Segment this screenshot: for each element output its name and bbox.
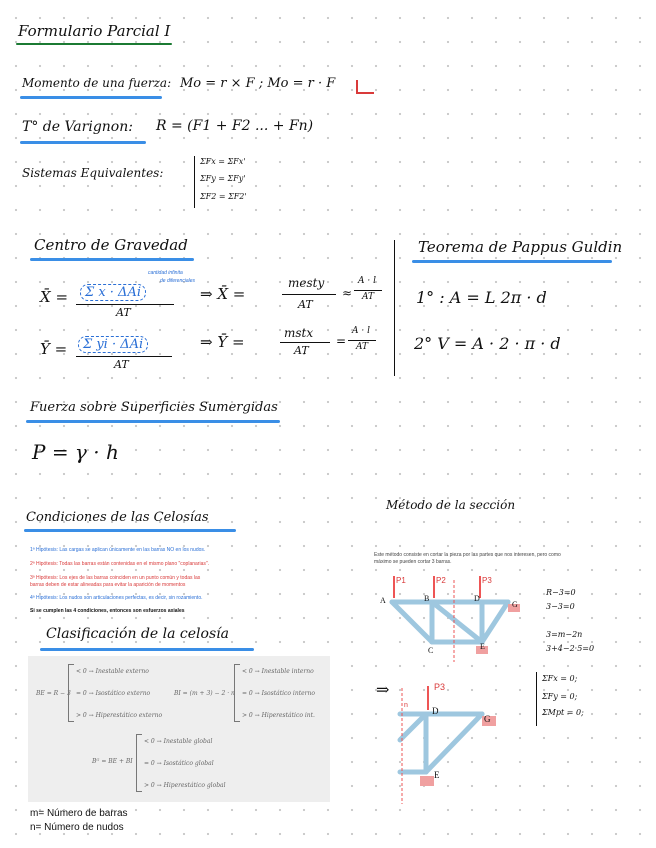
equilibrium-eq-1: ΣFx = 0; xyxy=(542,674,578,683)
equilibrium-bracket xyxy=(536,672,537,726)
hypothesis-4: 4ª Hipótesis: Los nudos son articulaciones perfectas, es decir, sin rozamiento. xyxy=(30,595,203,601)
moment-formula: Mo = r × F ; Mo = r · F xyxy=(180,76,336,91)
global-hyperstatic: > 0 → Hiperestático global xyxy=(144,782,226,789)
section-node-g: G xyxy=(484,714,491,724)
xbar-frac-num: A · l xyxy=(358,276,376,286)
pappus-line-1: 1° : A = L 2π · d xyxy=(416,288,547,307)
ybar-lhs: Ȳ = xyxy=(40,340,68,358)
centroid-underline xyxy=(30,258,194,261)
ybar-numerator: Σ yi · ΔAi xyxy=(78,336,148,353)
hypothesis-2: 2ª Hipótesis: Todas las barras están contenidas en el mismo plano "coplanarias". xyxy=(30,561,210,567)
internal-hyperstatic: > 0 → Hiperestático int. xyxy=(242,712,315,719)
pappus-heading: Teorema de Pappus Guldin xyxy=(418,238,623,256)
xbar-fraction-bar xyxy=(76,304,174,305)
xbar-frac-den: AT xyxy=(362,292,375,302)
ybar-frac-den: AT xyxy=(356,342,369,352)
external-hyperstatic: > 0 → Hiperestático externo xyxy=(76,712,163,719)
global-isostatic: = 0 → Isostático global xyxy=(144,760,214,767)
page-title: Formulario Parcial I xyxy=(18,22,171,40)
pappus-underline xyxy=(412,260,612,263)
node-c: C xyxy=(428,646,434,655)
ybar-frac-num: A · l xyxy=(352,326,370,336)
pappus-line-2: 2° V = A · 2 · π · d xyxy=(414,334,561,353)
support-eq-1: R−3=0 xyxy=(546,588,576,597)
ybar-equals: ⇒ Ȳ = xyxy=(200,333,245,351)
ybar-mid-den: AT xyxy=(294,344,309,357)
section-method-desc-2: máximo se pueden cortar 3 barras. xyxy=(374,559,452,565)
external-isostatic: = 0 → Isostático externo xyxy=(76,690,151,697)
node-a: A xyxy=(380,596,386,605)
global-brace xyxy=(136,734,142,792)
ybar-fraction-bar xyxy=(76,356,172,357)
internal-degree-label: BI = (m + 3) − 2 · n xyxy=(174,690,235,697)
node-d: D xyxy=(474,594,480,603)
n-definition: n= Número de nudos xyxy=(30,822,124,833)
section-method-heading: Método de la sección xyxy=(386,498,516,512)
equivalent-label: Sistemas Equivalentes: xyxy=(22,166,164,180)
node-g: G xyxy=(512,600,518,609)
classification-underline xyxy=(40,648,254,651)
centroid-heading: Centro de Gravedad xyxy=(34,236,188,254)
xbar-equal-approx: ≈ xyxy=(342,286,353,300)
global-degree-label: Bᴳ = BE + BI xyxy=(92,758,133,765)
ybar-frac-bar xyxy=(348,340,376,341)
pressure-formula: P = γ · h xyxy=(32,440,119,464)
section-node-e: E xyxy=(434,770,440,780)
ybar-equal: = xyxy=(336,334,347,348)
hypothesis-footer: Si se cumplen las 4 condiciones, entonces son esfuerzos axiales xyxy=(30,608,185,614)
ybar-mid-bar xyxy=(280,342,330,343)
pressure-heading: Fuerza sobre Superficies Sumergidas xyxy=(30,400,278,415)
load-p2: P2 xyxy=(436,576,446,585)
load-p3-section: P3 xyxy=(434,682,446,692)
load-p1: P1 xyxy=(396,576,406,585)
bar-eq-1: 3=m−2n xyxy=(546,630,583,639)
cut-label: n xyxy=(404,702,408,709)
support-eq-2: 3−3=0 xyxy=(546,602,575,611)
xbar-mid-bar xyxy=(282,294,336,295)
xbar-denominator: AT xyxy=(116,306,131,319)
varignon-underline xyxy=(20,141,146,144)
xbar-mid-num: mesty xyxy=(288,276,325,290)
moment-underline xyxy=(20,96,162,99)
varignon-formula: R = (F1 + F2 ... + Fn) xyxy=(156,118,314,134)
section-diagram xyxy=(396,680,516,806)
section-method-desc-1: Este método consiste en cortar la pieza por las partes que nos interesen, pero como xyxy=(374,552,561,558)
node-b: B xyxy=(424,594,430,603)
section-divider xyxy=(394,240,395,376)
global-unstable: < 0 → Inestable global xyxy=(144,738,213,745)
external-brace xyxy=(68,664,74,722)
moment-label: Momento de una fuerza: xyxy=(22,76,172,90)
annotation-note-2: de diferenciales xyxy=(160,278,196,284)
xbar-numerator: Σ x · ΔAi xyxy=(80,284,146,301)
ybar-denominator: AT xyxy=(114,358,129,371)
hypothesis-3b: barras deben de estar alineadas para evitar la aparición de momentos xyxy=(30,582,186,588)
truss-underline xyxy=(24,529,236,532)
xbar-lhs: X̄ = xyxy=(40,288,69,306)
implies-arrow: ⇒ xyxy=(376,680,390,699)
hypothesis-3a: 3ª Hipótesis: Los ejes de las barras coinciden en un punto común y todas las xyxy=(30,575,201,581)
ybar-mid-num: mstx xyxy=(284,326,314,340)
equivalent-eq-3: ΣF2 = ΣF2' xyxy=(200,192,247,201)
equivalent-bracket xyxy=(194,156,195,208)
truss-heading: Condiciones de las Celosías xyxy=(26,510,209,525)
xbar-equals: ⇒ X̄ = xyxy=(200,285,246,303)
right-angle-icon xyxy=(356,80,374,94)
equivalent-eq-2: ΣFy = ΣFy' xyxy=(200,174,246,183)
internal-isostatic: = 0 → Isostático interno xyxy=(242,690,316,697)
internal-brace xyxy=(234,664,240,722)
node-e: E xyxy=(480,642,485,651)
external-degree-label: BE = R − 3 xyxy=(36,690,71,697)
equilibrium-eq-2: ΣFy = 0; xyxy=(542,692,578,701)
load-p3: P3 xyxy=(482,576,492,585)
equilibrium-eq-3: ΣMpt = 0; xyxy=(542,708,584,717)
external-unstable: < 0 → Inestable externo xyxy=(76,668,149,675)
xbar-frac-bar xyxy=(354,290,382,291)
annotation-note-1: cantidad infinita xyxy=(148,270,183,276)
pressure-underline xyxy=(26,420,280,423)
equivalent-eq-1: ΣFx = ΣFx' xyxy=(200,157,246,166)
bar-eq-2: 3+4−2·5=0 xyxy=(546,644,595,653)
xbar-mid-den: AT xyxy=(298,298,313,311)
m-definition: m= Número de barras xyxy=(30,808,128,819)
varignon-label: T° de Varignon: xyxy=(22,119,133,135)
classification-heading: Clasificación de la celosía xyxy=(46,626,229,642)
hypothesis-1: 1ª Hipótesis: Las cargas se aplican únicamente en las barras NO en los nudos. xyxy=(30,547,206,553)
title-underline xyxy=(16,43,172,45)
internal-unstable: < 0 → Inestable interno xyxy=(242,668,314,675)
section-node-d: D xyxy=(432,706,439,716)
